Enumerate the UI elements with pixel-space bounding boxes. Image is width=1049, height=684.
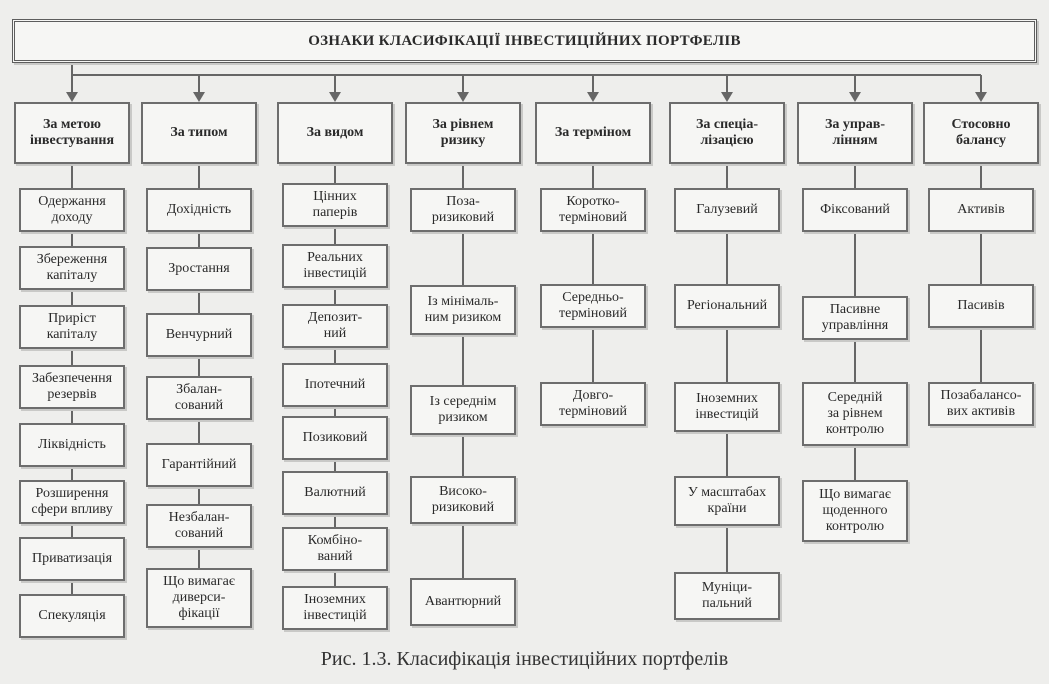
header-arrow-2	[329, 92, 341, 102]
item-box-2-5	[282, 471, 388, 515]
header-arrow-5	[721, 92, 733, 102]
item-box-3-2	[410, 385, 516, 435]
column-header-0	[14, 102, 130, 164]
item-box-5-3-label: У масштабах країни	[687, 485, 767, 516]
item-box-6-0-label: Фіксований	[820, 202, 890, 217]
item-box-6-0	[802, 188, 908, 232]
item-box-0-0-label: Одержання доходу	[38, 194, 106, 225]
item-box-5-0-label: Галузевий	[696, 202, 758, 217]
item-box-4-2-label: Довго- терміновий	[559, 388, 627, 419]
item-box-6-3-label: Що вимагає щоденного контролю	[819, 487, 891, 534]
item-box-0-5-label: Розширення сфери впливу	[31, 486, 113, 517]
item-box-0-6-label: Приватизація	[31, 551, 113, 566]
item-box-2-0-label: Цінних паперів	[312, 189, 358, 220]
header-arrow-0	[66, 92, 78, 102]
column-header-6-label: За управ- лінням	[825, 117, 885, 148]
item-box-7-0-label: Активів	[957, 202, 1005, 217]
item-box-1-2-label: Венчурний	[165, 327, 233, 342]
item-box-5-0	[674, 188, 780, 232]
item-box-1-2	[146, 313, 252, 357]
item-box-4-1-label: Середньо- терміновий	[559, 290, 627, 321]
item-box-3-1-label: Із мінімаль- ним ризиком	[424, 294, 502, 325]
item-box-1-1-label: Зростання	[168, 261, 230, 276]
item-box-0-7-label: Спекуляція	[38, 608, 106, 623]
column-header-4-label: За терміном	[554, 125, 632, 140]
item-box-1-0	[146, 188, 252, 232]
diagram-title-box	[12, 19, 1037, 63]
item-box-2-1	[282, 244, 388, 288]
item-box-6-2	[802, 382, 908, 446]
item-box-0-2	[19, 305, 125, 349]
item-box-2-5-label: Валютний	[304, 485, 366, 500]
item-box-2-4-label: Позиковий	[302, 430, 368, 445]
item-box-5-2-label: Іноземних інвестицій	[695, 391, 759, 422]
item-box-5-2	[674, 382, 780, 432]
item-box-0-1-label: Збереження капіталу	[36, 252, 108, 283]
item-box-0-0	[19, 188, 125, 232]
item-box-0-4-label: Ліквідність	[38, 437, 106, 452]
column-header-2	[277, 102, 393, 164]
item-box-0-3	[19, 365, 125, 409]
item-box-2-7-label: Іноземних інвестицій	[303, 592, 367, 623]
item-box-7-2-label: Позабалансо- вих активів	[940, 388, 1022, 419]
item-box-5-4	[674, 572, 780, 620]
item-box-6-3	[802, 480, 908, 542]
item-box-3-4-label: Авантюрний	[424, 594, 502, 609]
item-box-7-1-label: Пасивів	[957, 298, 1005, 313]
item-box-3-0-label: Поза- ризиковий	[431, 194, 495, 225]
item-box-2-2	[282, 304, 388, 348]
column-header-6	[797, 102, 913, 164]
column-header-1-label: За типом	[170, 125, 228, 140]
item-box-3-1	[410, 285, 516, 335]
item-box-6-2-label: Середній за рівнем контролю	[825, 390, 885, 437]
item-box-2-6-label: Комбіно- ваний	[307, 533, 363, 564]
item-box-1-3	[146, 376, 252, 420]
figure-caption: Рис. 1.3. Класифікація інвестиційних портфелів	[320, 648, 729, 670]
column-header-0-label: За метою інвестування	[29, 117, 115, 148]
column-header-3	[405, 102, 521, 164]
item-box-0-6	[19, 537, 125, 581]
column-header-5-label: За спеціа- лізацією	[695, 117, 758, 148]
item-box-2-7	[282, 586, 388, 630]
item-box-1-6	[146, 568, 252, 628]
item-box-1-4	[146, 443, 252, 487]
item-box-2-3	[282, 363, 388, 407]
item-box-4-2	[540, 382, 646, 426]
column-header-7	[923, 102, 1039, 164]
item-box-5-1	[674, 284, 780, 328]
column-header-7-label: Стосовно балансу	[951, 117, 1011, 148]
item-box-1-1	[146, 247, 252, 291]
item-box-2-6	[282, 527, 388, 571]
header-arrow-3	[457, 92, 469, 102]
item-box-5-1-label: Регіональний	[686, 298, 768, 313]
item-box-3-3	[410, 476, 516, 524]
column-header-5	[669, 102, 785, 164]
item-box-2-1-label: Реальних інвестицій	[303, 250, 367, 281]
column-header-3-label: За рівнем ризику	[432, 117, 494, 148]
item-box-0-7	[19, 594, 125, 638]
header-arrow-4	[587, 92, 599, 102]
item-box-3-3-label: Високо- ризиковий	[431, 484, 495, 515]
item-box-3-0	[410, 188, 516, 232]
item-box-7-2	[928, 382, 1034, 426]
column-header-4	[535, 102, 651, 164]
column-header-2-label: За видом	[306, 125, 364, 140]
header-arrow-7	[975, 92, 987, 102]
item-box-1-5-label: Незбалан- сований	[168, 510, 230, 541]
item-box-4-0-label: Коротко- терміновий	[559, 194, 627, 225]
item-box-6-1	[802, 296, 908, 340]
item-box-2-3-label: Іпотечний	[304, 377, 366, 392]
item-box-5-3	[674, 476, 780, 526]
item-box-4-1	[540, 284, 646, 328]
item-box-1-4-label: Гарантійний	[161, 457, 237, 472]
item-box-0-5	[19, 480, 125, 524]
item-box-1-5	[146, 504, 252, 548]
item-box-2-0	[282, 183, 388, 227]
item-box-5-4-label: Муніци- пальний	[701, 580, 753, 611]
item-box-0-1	[19, 246, 125, 290]
item-box-0-2-label: Приріст капіталу	[46, 311, 98, 342]
header-arrow-1	[193, 92, 205, 102]
item-box-7-0	[928, 188, 1034, 232]
item-box-6-1-label: Пасивне управління	[821, 302, 889, 333]
item-box-2-4	[282, 416, 388, 460]
item-box-1-0-label: Дохідність	[166, 202, 232, 217]
item-box-4-0	[540, 188, 646, 232]
diagram-title: ОЗНАКИ КЛАСИФІКАЦІЇ ІНВЕСТИЦІЙНИХ ПОРТФЕЛІВ	[308, 33, 741, 49]
header-arrow-6	[849, 92, 861, 102]
item-box-2-2-label: Депозит- ний	[307, 310, 363, 341]
item-box-1-3-label: Збалан- сований	[174, 382, 224, 413]
column-header-1	[141, 102, 257, 164]
item-box-3-4	[410, 578, 516, 626]
item-box-1-6-label: Що вимагає диверси- фікації	[163, 574, 235, 621]
item-box-3-2-label: Із середнім ризиком	[429, 394, 497, 425]
item-box-0-4	[19, 423, 125, 467]
item-box-0-3-label: Забезпечення резервів	[31, 371, 113, 402]
item-box-7-1	[928, 284, 1034, 328]
